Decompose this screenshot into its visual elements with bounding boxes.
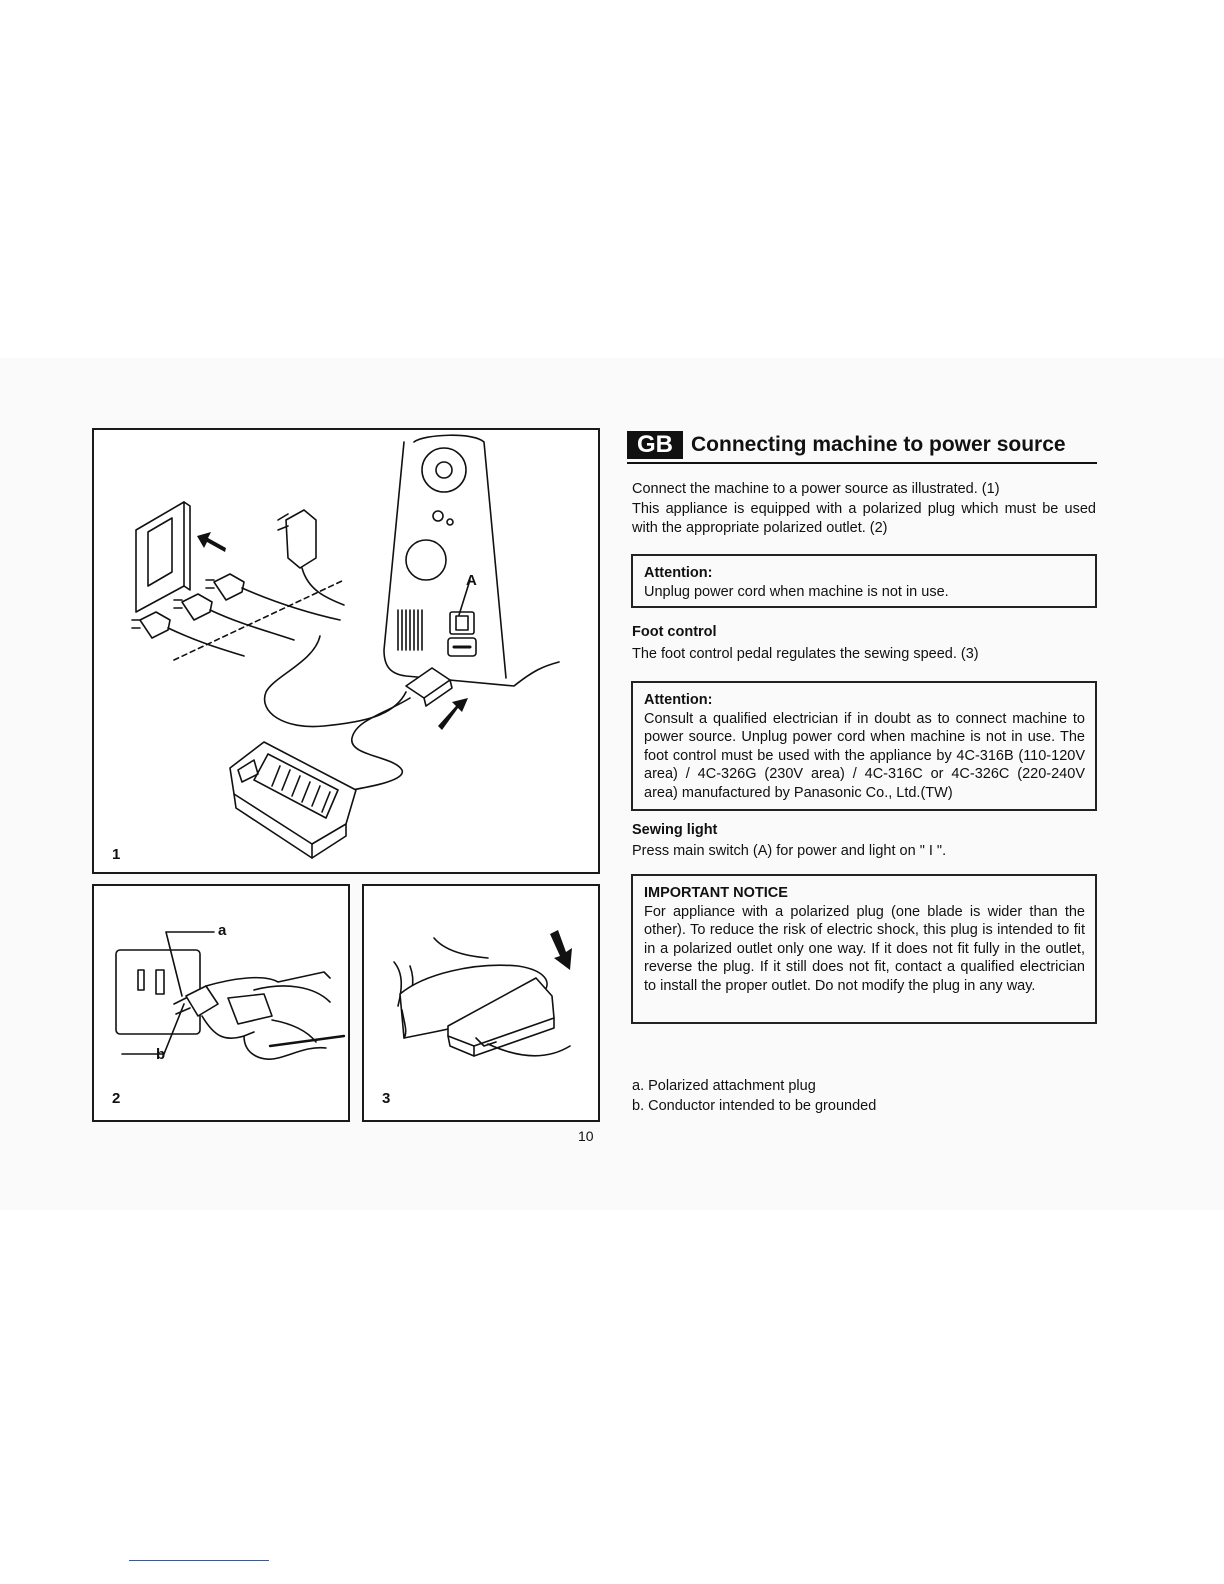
footer-link-line	[129, 1560, 269, 1561]
attention-text: Unplug power cord when machine is not in use.	[644, 583, 949, 600]
foot-control-text: The foot control pedal regulates the sewing speed. (3)	[632, 646, 979, 662]
figure-2-panel	[92, 884, 350, 1122]
sewing-machine-icon	[384, 435, 559, 686]
attention-box-2	[631, 681, 1097, 811]
figure-1-illustration	[94, 430, 598, 872]
figure-3-number: 3	[382, 1090, 391, 1107]
attention-text: Consult a qualified electrician if in doubt as to connect machine to power source. Unplug power cord when machine is not in use. The foot control must be used with the appliance by 4C-316B (110-120V area) / 4C-326G (230V area) / 4C-316C or 4C-326C (220-240V area) manufactured by Panasonic Co., Ltd.(TW)	[644, 710, 1085, 801]
language-badge: GB	[627, 431, 683, 459]
important-notice-text: For appliance with a polarized plug (one blade is wider than the other). To reduce the risk of electric shock, this plug is intended to fit in a polarized outlet only one way. If it does not fit fully in the outlet, reverse the plug. If it still does not fit, contact a qualified electrician to install the proper outlet. Do not modify the plug in any way.	[644, 903, 1085, 994]
figure-3-illustration	[364, 886, 598, 1120]
intro-line-1: Connect the machine to a power source as illustrated. (1)	[632, 481, 1000, 497]
legend-a: a. Polarized attachment plug	[632, 1078, 816, 1094]
foot-pedal-icon	[230, 742, 356, 858]
figure-1-label: A	[466, 572, 477, 589]
foot-control-title: Foot control	[632, 624, 717, 640]
sewing-light-text: Press main switch (A) for power and light on " I ".	[632, 843, 947, 859]
important-notice-title: IMPORTANT NOTICE	[644, 885, 788, 901]
wall-outlet-icon	[136, 502, 190, 612]
important-notice-box	[631, 874, 1097, 1024]
attention-title: Attention:	[644, 692, 713, 708]
legend-b: b. Conductor intended to be grounded	[632, 1098, 877, 1114]
figure-2-label-a: a	[218, 922, 227, 939]
figure-2-number: 2	[112, 1090, 121, 1107]
arrow-to-socket-icon	[438, 698, 468, 730]
intro-line-2: This appliance is equipped with a polarized plug which must be used with the appropriate polarized outlet. (2)	[632, 501, 1096, 536]
sewing-light-title: Sewing light	[632, 822, 718, 838]
attention-title: Attention:	[644, 565, 713, 581]
page-number: 10	[578, 1128, 594, 1144]
page-title: Connecting machine to power source	[691, 433, 1066, 456]
attention-box-1	[631, 554, 1097, 608]
press-arrow-icon	[550, 930, 572, 970]
figure-1-panel	[92, 428, 600, 874]
figure-3-panel	[362, 884, 600, 1122]
foot-on-pedal-icon	[394, 938, 570, 1056]
power-adapter-icon	[278, 510, 344, 605]
arrow-to-outlet-icon	[197, 532, 226, 552]
figure-2-label-b: b	[156, 1046, 166, 1063]
section-heading	[627, 430, 1097, 464]
figure-1-number: 1	[112, 846, 121, 863]
polarized-outlet-icon	[116, 950, 200, 1034]
